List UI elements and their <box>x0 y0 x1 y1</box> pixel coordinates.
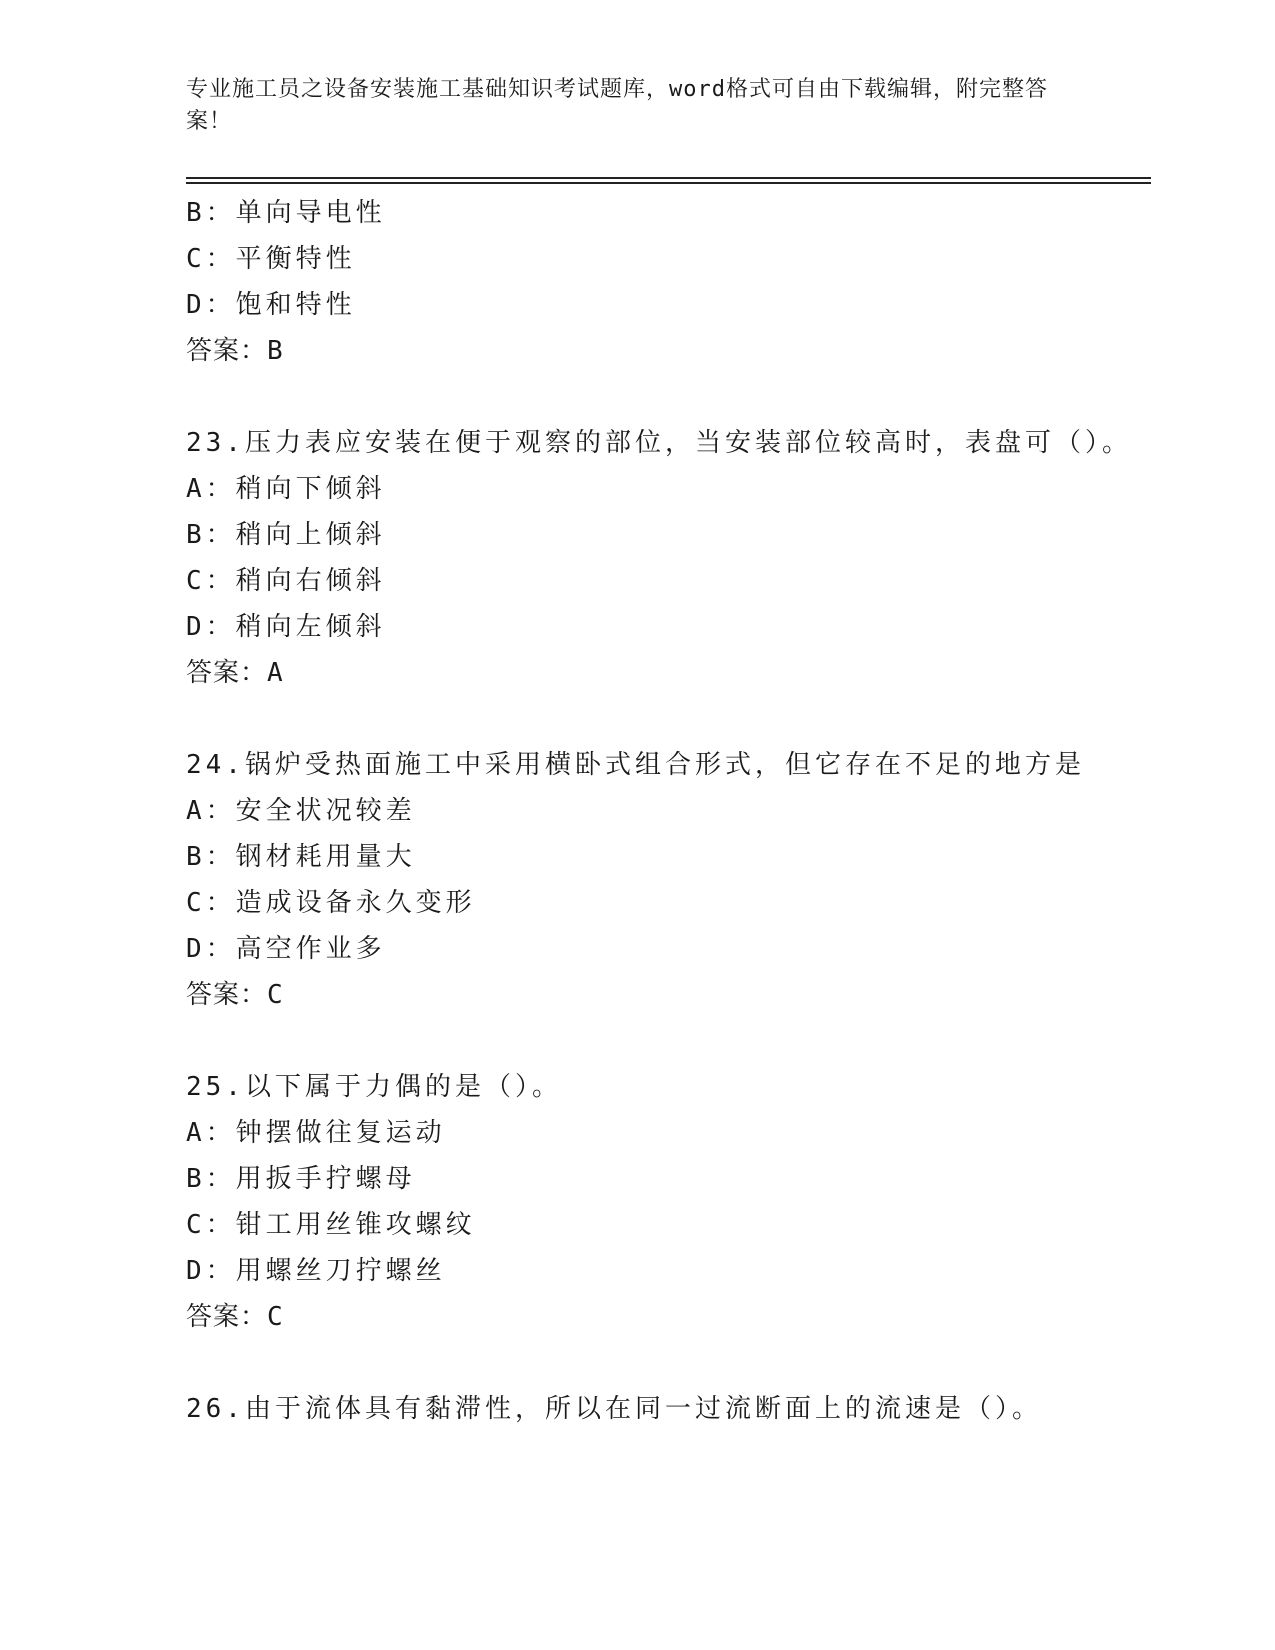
question-content <box>186 190 1146 1432</box>
question-22-tail <box>186 190 1146 374</box>
option-d: D：稍向左倾斜 <box>186 612 386 642</box>
answer-line: 答案：C <box>186 980 284 1010</box>
option-c: C：造成设备永久变形 <box>186 888 476 918</box>
option-c: C：稍向右倾斜 <box>186 566 386 596</box>
option-a: A：钟摆做往复运动 <box>186 1118 446 1148</box>
spacer <box>186 374 1146 420</box>
option-c: C：平衡特性 <box>186 244 356 274</box>
question-stem: 26.由于流体具有黏滞性，所以在同一过流断面上的流速是（）。 <box>186 1394 1042 1424</box>
question-24 <box>186 742 1146 1018</box>
header-divider-top <box>186 177 1151 179</box>
spacer <box>186 1018 1146 1064</box>
option-b: B：用扳手拧螺母 <box>186 1164 416 1194</box>
spacer <box>186 1340 1146 1386</box>
question-stem: 24.锅炉受热面施工中采用横卧式组合形式，但它存在不足的地方是 <box>186 750 1085 780</box>
question-stem: 25.以下属于力偶的是（）。 <box>186 1072 562 1102</box>
option-b: B：稍向上倾斜 <box>186 520 386 550</box>
document-header: 专业施工员之设备安装施工基础知识考试题库，word格式可自由下载编辑，附完整答案！ <box>186 77 1048 134</box>
option-a: A：稍向下倾斜 <box>186 474 386 504</box>
option-b: B：钢材耗用量大 <box>186 842 416 872</box>
spacer <box>186 696 1146 742</box>
answer-line: 答案：C <box>186 1302 284 1332</box>
option-a: A：安全状况较差 <box>186 796 416 826</box>
header-divider-bottom <box>186 182 1151 184</box>
option-d: D：用螺丝刀拧螺丝 <box>186 1256 446 1286</box>
question-25 <box>186 1064 1146 1340</box>
option-d: D：饱和特性 <box>186 290 356 320</box>
option-d: D：高空作业多 <box>186 934 386 964</box>
question-26 <box>186 1386 1146 1432</box>
answer-line: 答案：A <box>186 658 284 688</box>
option-b: B：单向导电性 <box>186 198 386 228</box>
question-stem: 23.压力表应安装在便于观察的部位，当安装部位较高时，表盘可（）。 <box>186 428 1132 458</box>
question-23 <box>186 420 1146 696</box>
answer-line: 答案：B <box>186 336 284 366</box>
option-c: C：钳工用丝锥攻螺纹 <box>186 1210 476 1240</box>
